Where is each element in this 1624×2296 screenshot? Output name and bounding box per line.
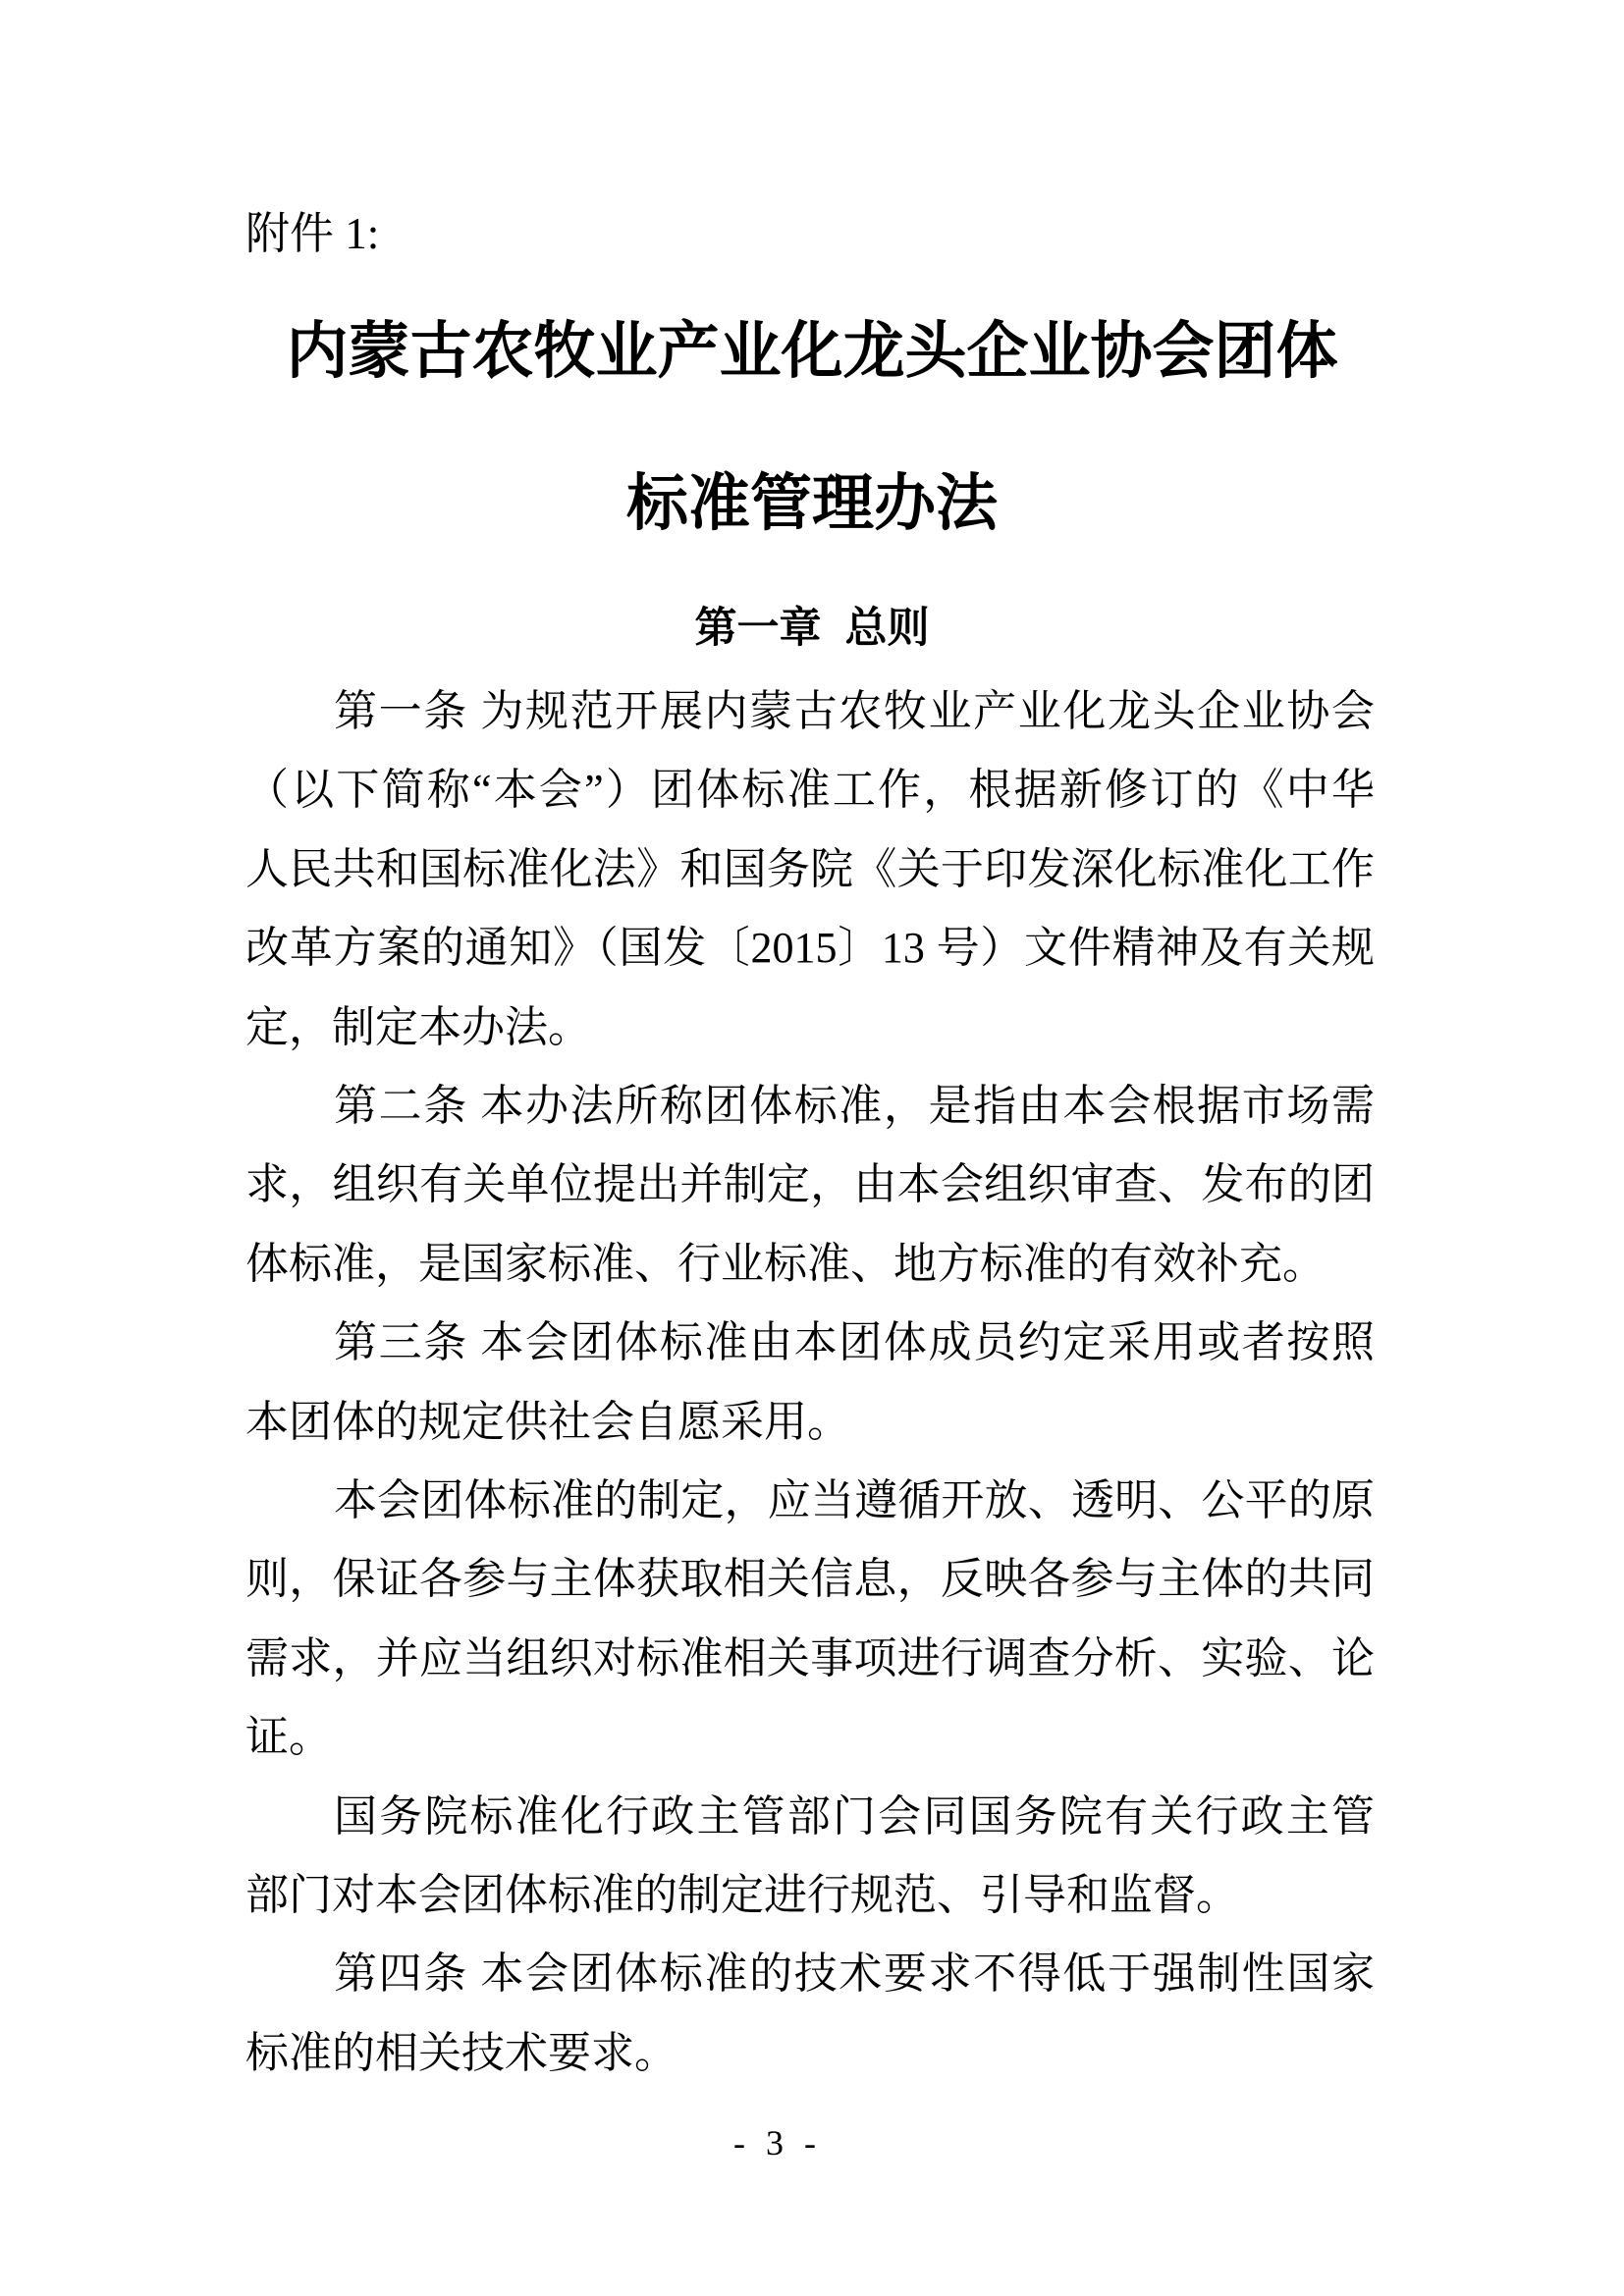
- body-line: 第四条 本会团体标准的技术要求不得低于强制性国家: [334, 1950, 1375, 1998]
- body-line: 第二条 本办法所称团体标准，是指由本会根据市场需: [334, 1083, 1375, 1130]
- body-line: 改革方案的通知》（国发〔2015〕13 号）文件精神及有关规: [245, 925, 1375, 972]
- body-line: 部门对本会团体标准的制定进行规范、引导和监督。: [245, 1872, 1239, 1919]
- page-number: - 3 -: [733, 2123, 822, 2163]
- body-line: 第一条 为规范开展内蒙古农牧业产业化龙头企业协会: [334, 688, 1375, 735]
- body-line: 人民共和国标准化法》和国务院《关于印发深化标准化工作: [245, 846, 1375, 893]
- attachment-label: 附件 1:: [245, 209, 380, 258]
- body-line: 体标准，是国家标准、行业标准、地方标准的有效补充。: [245, 1241, 1326, 1288]
- chapter-heading: 第一章 总则: [694, 605, 930, 652]
- body-line: 则，保证各参与主体获取相关信息，反映各参与主体的共同: [245, 1556, 1375, 1603]
- document-title-line-2: 标准管理办法: [626, 469, 998, 538]
- body-line: 第三条 本会团体标准由本团体成员约定采用或者按照: [334, 1319, 1375, 1366]
- body-line: （以下简称“本会”）团体标准工作，根据新修订的《中华: [245, 767, 1375, 814]
- body-line: 定，制定本办法。: [245, 1004, 591, 1051]
- document-title-line-1: 内蒙古农牧业产业化龙头企业协会团体: [286, 317, 1338, 386]
- body-line: 本会团体标准的制定，应当遵循开放、透明、公平的原: [334, 1477, 1375, 1524]
- body-line: 标准的相关技术要求。: [245, 2030, 677, 2077]
- body-line: 国务院标准化行政主管部门会同国务院有关行政主管: [334, 1793, 1375, 1841]
- body-line: 证。: [245, 1714, 332, 1761]
- body-line: 本团体的规定供社会自愿采用。: [245, 1399, 850, 1446]
- body-line: 需求，并应当组织对标准相关事项进行调查分析、实验、论: [245, 1635, 1375, 1682]
- body-line: 求，组织有关单位提出并制定，由本会组织审查、发布的团: [245, 1161, 1375, 1208]
